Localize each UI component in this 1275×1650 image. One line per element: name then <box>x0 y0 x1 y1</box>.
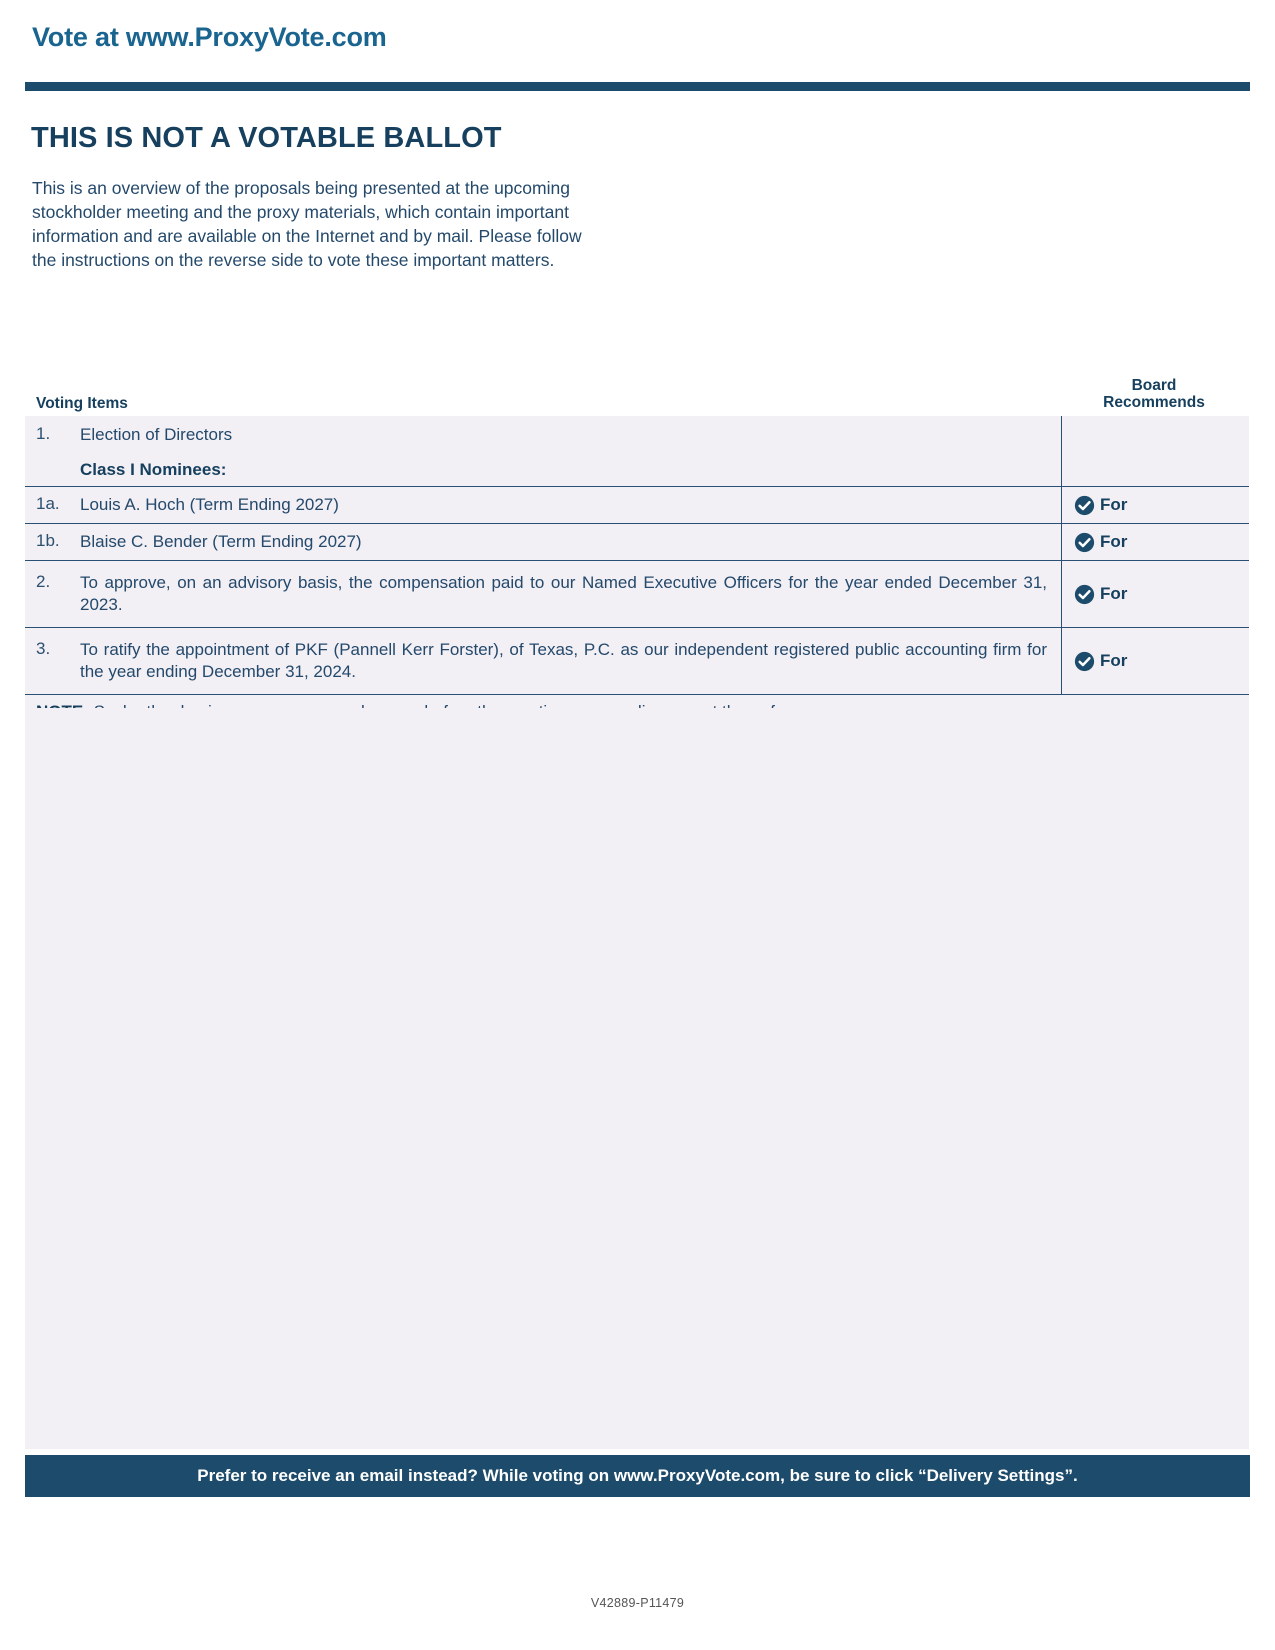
check-circle-icon <box>1074 651 1095 672</box>
recommendation-badge <box>1074 584 1127 605</box>
table-row <box>25 452 1249 487</box>
header-divider-rule <box>25 82 1250 91</box>
board-recommends-line2: Recommends <box>1103 394 1205 411</box>
recommendation-badge <box>1074 495 1127 516</box>
table-row <box>25 561 1249 628</box>
not-votable-heading: THIS IS NOT A VOTABLE BALLOT <box>31 122 502 154</box>
table-row <box>25 416 1249 452</box>
board-recommendation-cell <box>1061 416 1249 452</box>
recommendation-badge <box>1074 651 1127 672</box>
item-text: To approve, on an advisory basis, the compensation paid to our Named Executive Officers for the year ended December 31, 2023. <box>80 573 1047 614</box>
page-header-title: Vote at www.ProxyVote.com <box>32 22 387 52</box>
table-row <box>25 487 1249 524</box>
recommendation-badge <box>1074 532 1127 553</box>
footer-banner <box>25 1455 1250 1497</box>
check-circle-icon <box>1074 584 1095 605</box>
recommendation-label: For <box>1100 495 1128 514</box>
voting-item-cell <box>25 561 1061 627</box>
check-circle-icon <box>1074 495 1095 516</box>
board-recommendation-cell <box>1061 628 1249 694</box>
item-text: Louis A. Hoch (Term Ending 2027) <box>80 495 339 514</box>
board-recommendation-cell <box>1061 561 1249 627</box>
item-number: 1a. <box>36 494 60 513</box>
item-number: 1. <box>36 424 51 443</box>
item-text: To ratify the appointment of PKF (Pannell Kerr Forster), of Texas, P.C. as our independent registered public accounting firm for the year ending December 31, 2024. <box>80 640 1047 681</box>
voting-items-table <box>25 416 1249 730</box>
item-text: Election of Directors <box>80 425 233 444</box>
board-recommends-line1: Board <box>1131 377 1177 394</box>
footer-message: Prefer to receive an email instead? While voting on www.ProxyVote.com, be sure to click “Delivery Settings”. <box>197 1466 1078 1485</box>
voting-item-cell <box>25 487 1061 523</box>
table-empty-body-area <box>25 708 1249 1449</box>
item-text: Class I Nominees: <box>80 460 227 479</box>
board-recommendation-cell <box>1061 487 1249 523</box>
recommendation-label: For <box>1100 584 1128 603</box>
control-number: V42889-P11479 <box>590 1596 685 1610</box>
table-row <box>25 524 1249 561</box>
item-number: 2. <box>36 572 51 591</box>
board-recommendation-cell <box>1061 452 1249 486</box>
check-circle-icon <box>1074 532 1095 553</box>
board-recommends-column-header <box>1060 377 1248 411</box>
board-recommendation-cell <box>1061 524 1249 560</box>
voting-item-cell <box>25 628 1061 694</box>
recommendation-label: For <box>1100 651 1128 670</box>
recommendation-label: For <box>1100 532 1128 551</box>
voting-item-cell <box>25 416 1061 452</box>
item-number: 3. <box>36 639 51 658</box>
voting-items-column-header: Voting Items <box>36 395 128 412</box>
item-text: Blaise C. Bender (Term Ending 2027) <box>80 532 362 551</box>
item-number: 1b. <box>36 531 60 550</box>
intro-paragraph: This is an overview of the proposals being presented at the upcoming stockholder meeting and the proxy materials, which contain important information and are available on the Internet and by mail. Please follow the instructions on the reverse side to vote these important matters. <box>32 178 582 270</box>
voting-item-cell <box>25 524 1061 560</box>
voting-item-cell <box>25 452 1061 486</box>
table-row <box>25 628 1249 695</box>
